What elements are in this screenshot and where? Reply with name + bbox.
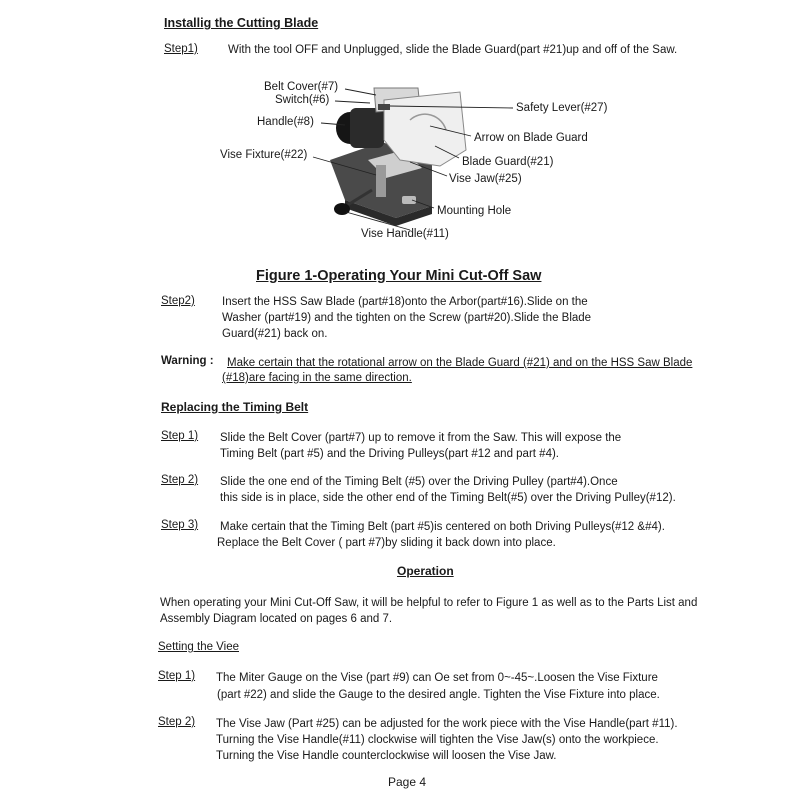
warning-text-line: Make certain that the rotational arrow on the Blade Guard (#21) and on the HSS Saw Blade: [227, 357, 693, 369]
warning-text-line: (#18)are facing in the same direction.: [222, 372, 412, 384]
operation-text-line: When operating your Mini Cut-Off Saw, it will be helpful to refer to Figure 1 as well as to the Parts List and: [160, 597, 698, 609]
vise-handle-knob: [334, 203, 350, 215]
step-label: Step 1): [161, 430, 199, 442]
step-text-line: Turning the Vise Handle(#11) clockwise will tighten the Vise Jaw(s) onto the workpiece.: [216, 734, 659, 746]
page-number: Page 4: [388, 775, 427, 789]
step-text-line: Slide the one end of the Timing Belt (#5) over the Driving Pulley (part#4).Once: [220, 476, 618, 488]
callout-blade-guard: Blade Guard(#21): [462, 156, 554, 168]
leader-belt-cover: [345, 89, 376, 95]
section-title-timing-belt: Replacing the Timing Belt: [161, 400, 309, 414]
step-text-line: The Vise Jaw (Part #25) can be adjusted for the work piece with the Vise Handle(part #11).: [216, 718, 678, 730]
leader-switch: [335, 101, 370, 103]
step-text-line: Timing Belt (part #5) and the Driving Pulleys(part #12 and part #4).: [220, 448, 559, 460]
step-text-line: Insert the HSS Saw Blade (part#18)onto the Arbor(part#16).Slide on the: [222, 296, 588, 308]
step-label: Step 2): [158, 716, 196, 728]
callout-mounting-hole: Mounting Hole: [437, 205, 512, 217]
step-text-line: (part #22) and slide the Gauge to the desired angle. Tighten the Vise Fixture into place.: [217, 689, 660, 701]
callout-switch: Switch(#6): [275, 94, 330, 106]
step-text-line: Turning the Vise Handle counterclockwise will loosen the Vise Jaw.: [216, 750, 557, 762]
figure-caption: Figure 1-Operating Your Mini Cut-Off Saw: [256, 268, 542, 284]
operation-text-line: Assembly Diagram located on pages 6 and 7.: [160, 613, 393, 625]
step-label: Step1): [164, 43, 198, 55]
motor-body: [350, 108, 384, 148]
step-label: Step 1): [158, 670, 196, 682]
callout-vise-handle: Vise Handle(#11): [361, 228, 449, 240]
step-text-line: Guard(#21) back on.: [222, 328, 328, 340]
callout-vise-jaw: Vise Jaw(#25): [449, 173, 522, 185]
step-text-line: Slide the Belt Cover (part#7) up to remove it from the Saw. This will expose the: [220, 432, 622, 444]
callout-arrow-blade-guard: Arrow on Blade Guard: [474, 132, 588, 144]
step-text-line: Replace the Belt Cover ( part #7)by sliding it back down into place.: [217, 537, 556, 549]
safety-lever: [378, 104, 390, 110]
step-text: With the tool OFF and Unplugged, slide the Blade Guard(part #21)up and off of the Saw.: [228, 44, 678, 56]
warning-label: Warning :: [161, 355, 214, 367]
step-text-line: Make certain that the Timing Belt (part #5)is centered on both Driving Pulleys(#12 &#4).: [220, 521, 665, 533]
step-text-line: Washer (part#19) and the tighten on the Screw (part#20).Slide the Blade: [222, 312, 592, 324]
step-text-line: The Miter Gauge on the Vise (part #9) can Oe set from 0~-45~.Loosen the Vise Fixture: [216, 672, 658, 684]
step-text-line: this side is in place, side the other end of the Timing Belt(#5) over the Driving Pulley(#12).: [220, 492, 676, 504]
callout-safety-lever: Safety Lever(#27): [516, 102, 608, 114]
step-label: Step 2): [161, 474, 199, 486]
mounting-hole: [402, 196, 416, 204]
step-label: Step 3): [161, 519, 199, 531]
callout-belt-cover: Belt Cover(#7): [264, 81, 339, 93]
section-title-setting-vise: Setting the Viee: [158, 641, 239, 653]
section-title-installing-blade: Installig the Cutting Blade: [164, 16, 319, 30]
step-label: Step2): [161, 295, 195, 307]
section-title-operation: Operation: [397, 564, 454, 578]
vise-fixture: [376, 165, 386, 197]
callout-handle: Handle(#8): [257, 116, 314, 128]
callout-vise-fixture: Vise Fixture(#22): [220, 149, 308, 161]
